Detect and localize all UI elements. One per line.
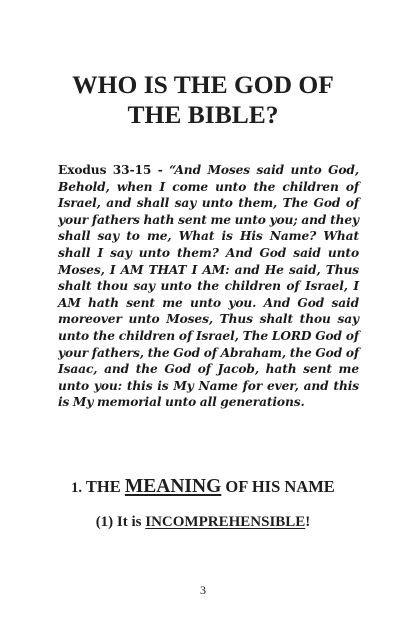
subsection-prefix: (1) It is <box>95 514 142 530</box>
section-emphasis: MEANING <box>124 476 222 497</box>
section-heading <box>40 476 366 499</box>
scripture-quote: “And Moses said unto God, Behold, when I come unto the children of Israel, and shall say unto them, The God of your fathers hath sent me unto you; and they shall say to me, What is His Name? What shall I say unto them? And God said unto Moses, I AM THAT I AM: and He said, Thus shalt thou say unto the children of Israel, I AM hath sent me unto you. And God said moreover unto Moses, Thus shalt thou say unto the children of Israel, The LORD God of your fathers, the God of Abraham, the God of Isaac, and the God of Jacob, hath sent me unto you: this is My Name for ever, and this is My memorial unto all generations. <box>58 163 359 410</box>
scripture-reference: Exodus 33-15 - <box>58 163 163 177</box>
scripture-passage <box>58 162 359 411</box>
page-title <box>40 70 366 130</box>
section-prefix: THE <box>85 477 121 496</box>
subsection-heading <box>40 512 366 532</box>
title-line-1: WHO IS THE GOD OF <box>72 70 334 99</box>
page-number: 3 <box>200 583 206 597</box>
title-line-2: THE BIBLE? <box>127 100 279 129</box>
section-suffix: OF HIS NAME <box>225 477 335 496</box>
section-number: 1. <box>71 480 83 496</box>
subsection-emphasis: INCOMPREHENSIBLE <box>145 514 306 530</box>
subsection-suffix: ! <box>305 514 311 530</box>
